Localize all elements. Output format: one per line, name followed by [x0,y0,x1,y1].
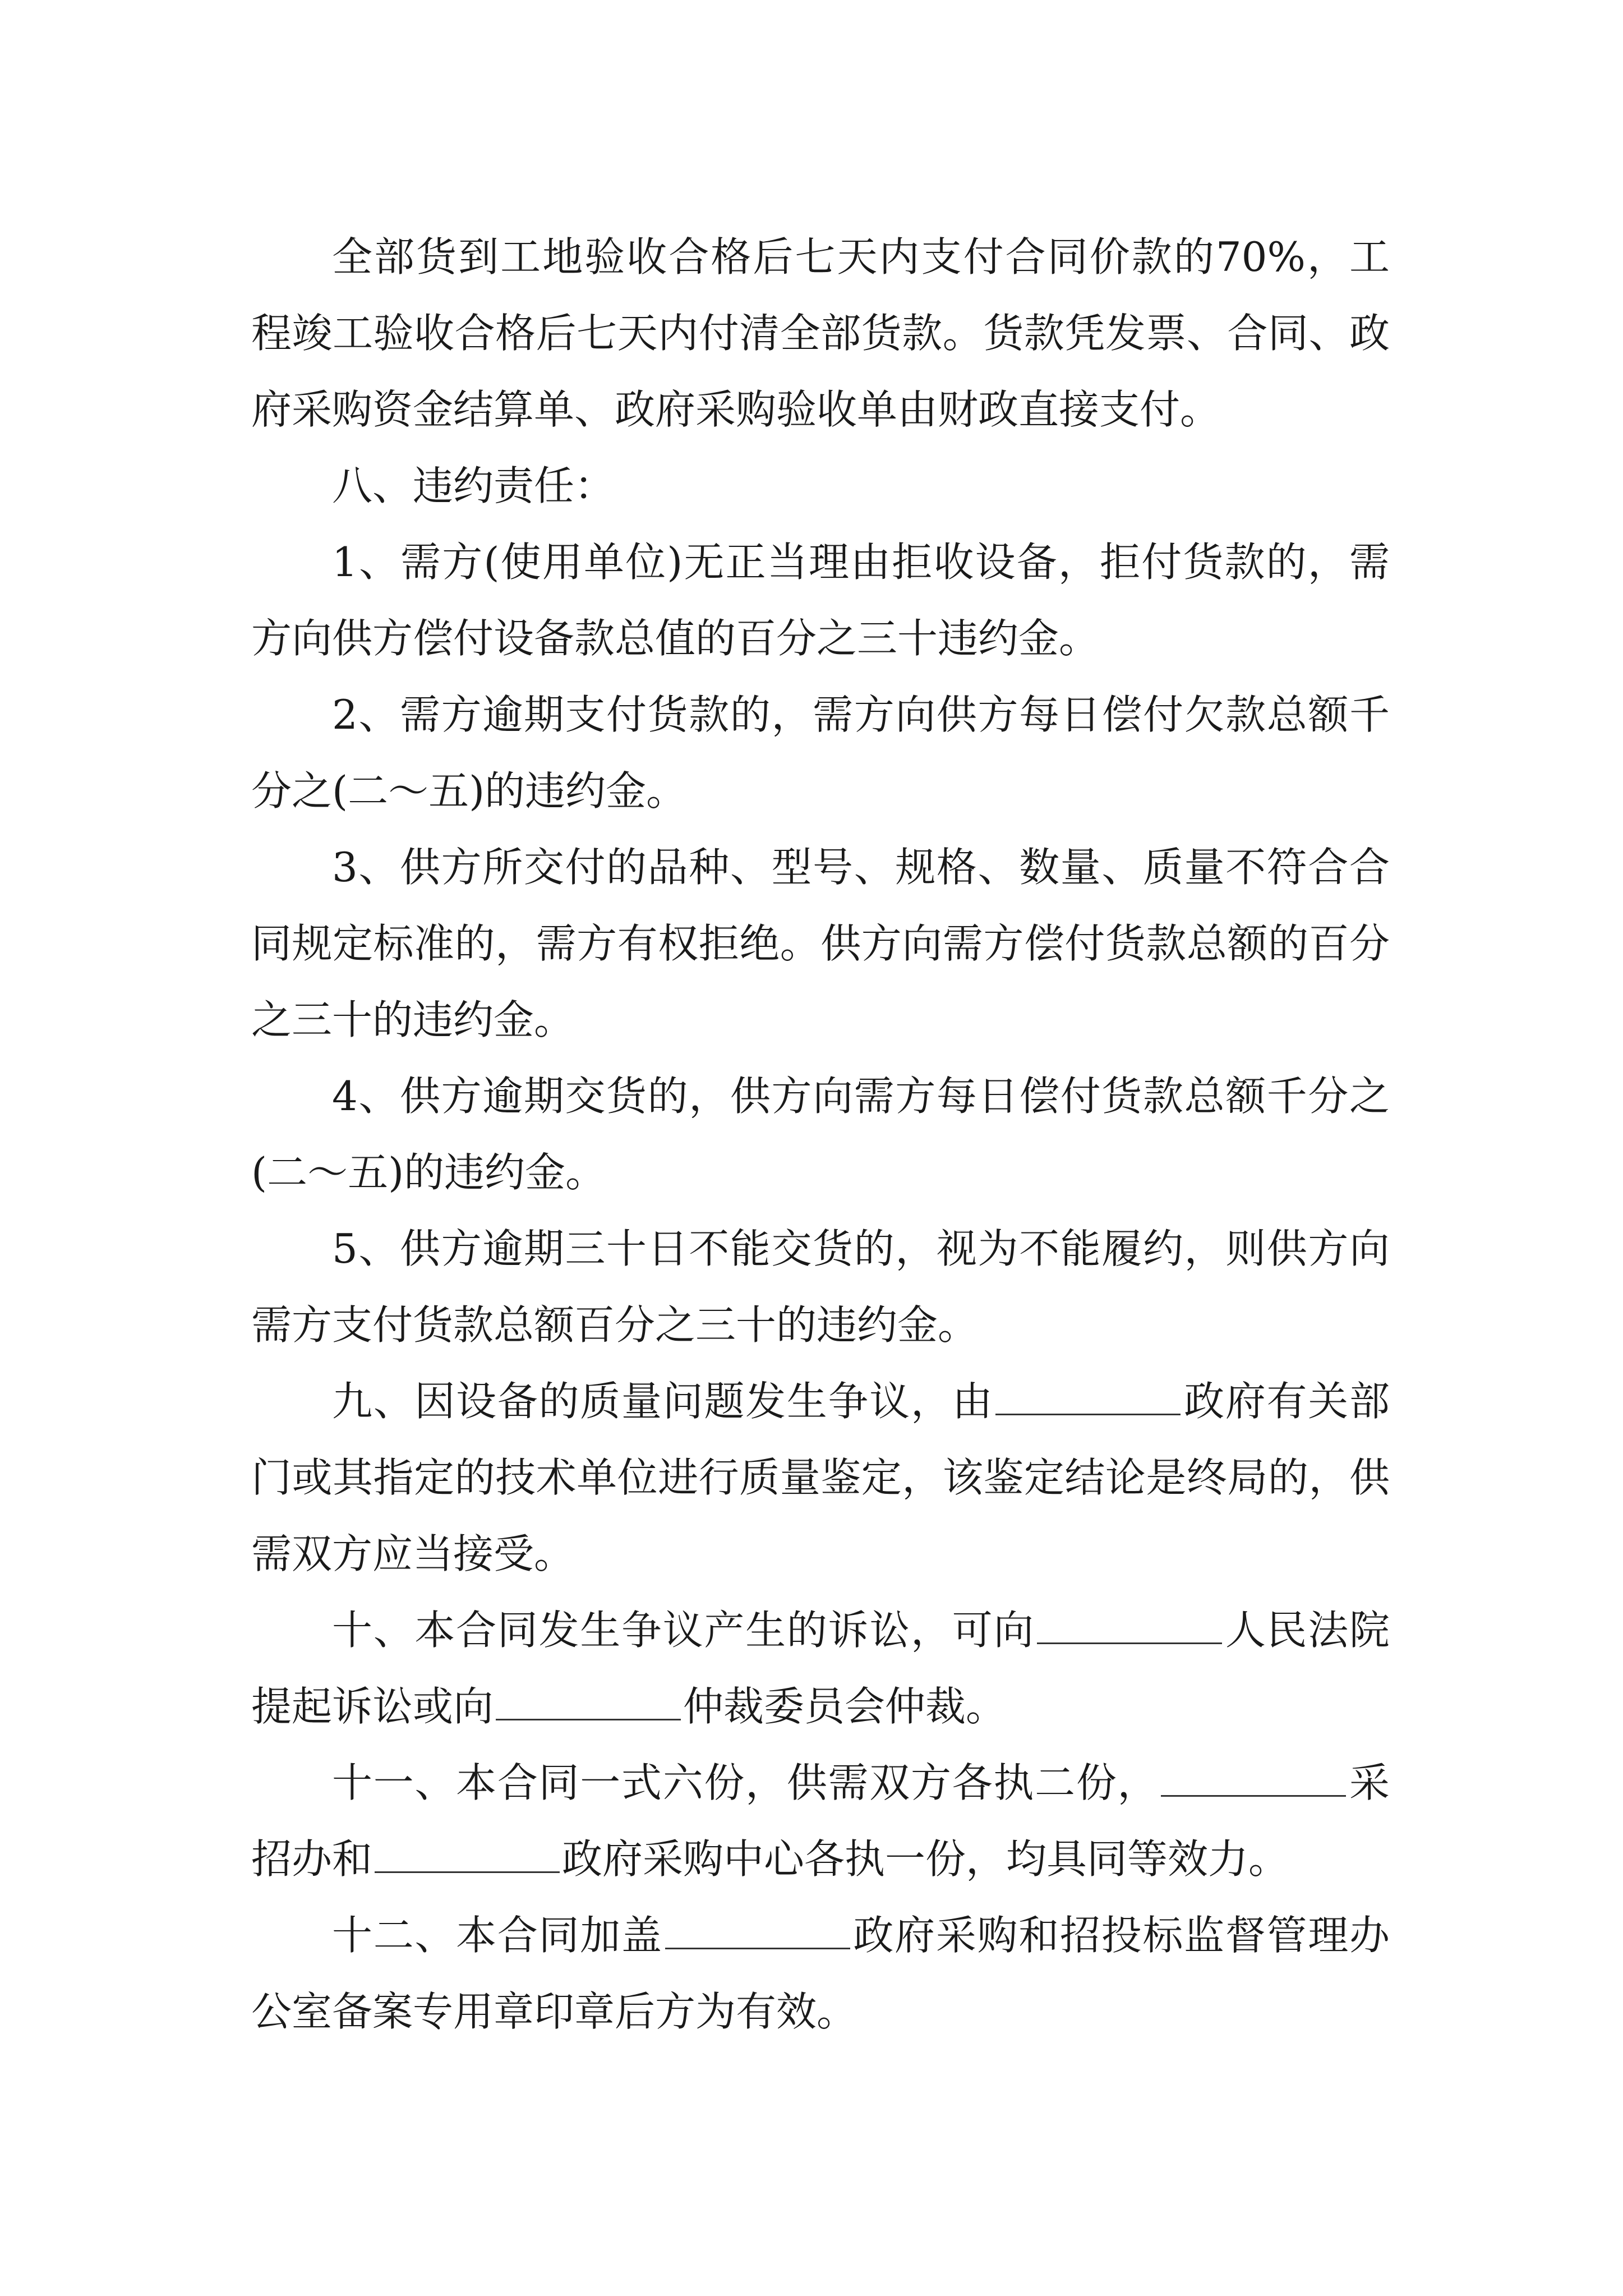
section-10-litigation [251,1592,1390,1745]
paragraph-payment-terms: 全部货到工地验收合格后七天内支付合同价款的70%，工程竣工验收合格后七天内付清全部货款。货款凭发票、合同、政府采购资金结算单、政府采购验收单由财政直接支付。 [251,233,1390,433]
fill-in-blank-government [995,1374,1181,1415]
clause-4-late-delivery: 4、供方逾期交货的，供方向需方每日偿付货款总额千分之(二～五)的违约金。 [251,1073,1390,1196]
section-12-validity [251,1897,1390,2050]
fill-in-blank-procurement-office [1161,1756,1346,1797]
section-heading-breach-liability: 八、违约责任： [332,462,615,509]
section-9-quality-dispute [251,1363,1390,1592]
fill-in-blank-arbitration [496,1680,681,1720]
section-11-text-after: 政府采购中心各执一份，均具同等效力。 [562,1835,1289,1883]
clause-3-nonconforming-goods: 3、供方所交付的品种、型号、规格、数量、质量不符合合同规定标准的，需方有权拒绝。供方向需方偿付货款总额的百分之三十的违约金。 [251,844,1390,1043]
fill-in-blank-procurement-center [375,1832,560,1873]
clause-2-late-payment: 2、需方逾期支付货款的，需方向供方每日偿付欠款总额千分之(二～五)的违约金。 [251,691,1390,815]
section-9-text-before: 九、因设备的质量问题发生争议，由 [332,1378,994,1425]
section-11-text-middle: 采招办和 [251,1759,1390,1883]
section-11-copies [251,1745,1390,1897]
clause-5-nondelivery: 5、供方逾期三十日不能交货的，视为不能履约，则供方向需方支付货款总额百分之三十的违约金。 [251,1225,1390,1349]
section-9-text-after: 政府有关部门或其指定的技术单位进行质量鉴定，该鉴定结论是终局的，供需双方应当接受。 [251,1378,1390,1577]
section-10-text-before: 十、本合同发生争议产生的诉讼，可向 [332,1607,1035,1654]
section-10-text-after: 仲裁委员会仲裁。 [683,1683,1007,1730]
document-body [251,219,1390,2050]
fill-in-blank-supervision-office [665,1908,850,1949]
section-12-text-before: 十二、本合同加盖 [332,1912,663,1959]
fill-in-blank-court [1037,1603,1222,1644]
section-10-text-middle: 人民法院提起诉讼或向 [251,1607,1390,1730]
section-12-text-after: 政府采购和招投标监督管理办公室备案专用章印章后方为有效。 [251,1912,1390,2035]
clause-1-refusal: 1、需方(使用单位)无正当理由拒收设备，拒付货款的，需方向供方偿付设备款总值的百分之三十违约金。 [251,539,1390,662]
section-11-text-before: 十一、本合同一式六份，供需双方各执二份， [332,1759,1159,1806]
